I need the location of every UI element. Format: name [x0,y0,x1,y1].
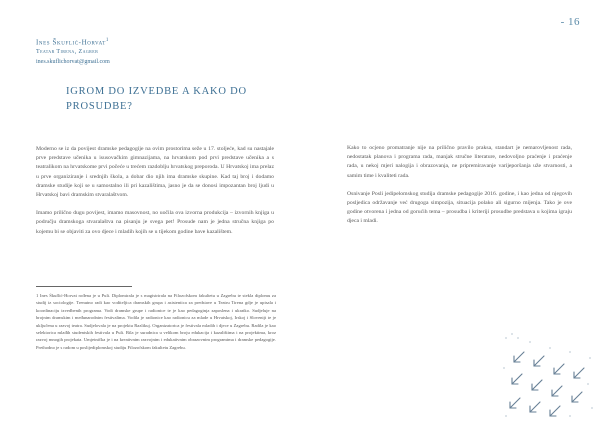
page-number: - 16 [560,16,580,28]
dot-pattern [503,333,592,416]
arrow-icon [512,374,522,384]
arrow-icon [552,386,562,396]
left-paragraph-2: Imamo prilično dugu povijest, imamo masovnost, no uočila ova izvorna produkcija – izvornih knjiga u području dramskoga stvaralaštva na pisanju je svega pet! Prosude nam je jedna stručna knjiga po kojemu bi se objaviti za ovo djece i mladih kojih se u tijekom godine bave kazalištem. [36,210,274,235]
article-title: IGROM DO IZVEDBE A KAKO DO PROSUDBE? [66,86,247,112]
right-paragraph-2: Osnivanje Posli jedipelomskog studija dramske pedagogije 2016. godine, i kao jedna od njegovih posljedica održavanje već drugoga simpozija, situacija polako ali sigurno mijenja. Tako je ove godine otvorena i jedna od gorućih tema – prosudba i kriteriji prosudbe predstava u kojima igraju djeca i mladi. [347,190,572,225]
footnote-divider [36,286,132,287]
arrow-icon [534,356,544,366]
author-email[interactable]: ines.skuflichorvat@gmail.com [36,59,110,66]
arrow-cluster-icon [500,308,600,421]
author-block [36,36,110,67]
arrow-icon [554,364,564,374]
arrow-icon [572,392,582,402]
author-affiliation: Teatar Tirena, Zagreb [36,49,99,56]
right-paragraph-1: Kako to ocjeno promatranje nije na prilično pravilo praksa, standart je nemarovljenost rada, nedostatak planova i programa rada, manjak stručne literature, nedovoljno praćenje i praćenje rada, u nekoj mjeri nalogija i obrazovanja, ne pripremiravanje varijeporšanja uže stvarnosti, a samim time i kvaliteti rada. [347,145,572,179]
author-name: Ines Škuflić-Horvat$^1$ [36,38,109,47]
left-paragraph-1: Moderno se iz da povijest dramske pedagogije na ovim prostorima seže u 17. stoljeće, kad su nastajale prve predstave učenika u isusovačkim gimnazijama, na hrvatskom pod prvi predstave učenika a s teatralikom na hrvatskome prvi počeće u trećem razdoblju hrvatskog preporoda. U Hrvatskoj ima prelaz u prve organiziranje i srednjih škola, a dobar dio njih ima dramske skupine. Kad taj broj i dodamo dramske studije koji se u samostalno ili pri kazalištima, jasno je da se donosi impozantan broj ljudi u Hrvatskoj bavi dramskim stvaralaštvom. [36,146,274,199]
arrow-icon [550,406,560,416]
footnote: 1 Ines Škuflić-Horvat rođena je u Puli. Diplomirala je s magistrirala na Filozofskom fakultetu u Zagrebu te stekla diplomu za studij iz sociologije. Trenutno radi kao voditeljica dramskih grupa i asistentica za predstave u Teatru Tirena gdje je upisala i koordinaciju izvedbenih programa. Vodi dramske grupe i radionice te je kao pedagoginja zaposlena i ukratko. Sudjeluje na brojnim dramskim i međunarodnim festivalima. Vodila je radionice kao radionicu za mlade u Hrvatskoj, Irskoj i Sloveniji te je uključena u razvoj teatra. Sudjelovala je na projektu Razlikuj. Organizatorica je festivala mladih i djece u Zagrebu. Radila je kao selektorica mlađih studentskih festivala u Puli. Bila je suradnica u velikom broju edukacija i kazalištima i na projektima, kroz razvoj mnogih projekata. Umjetnička je i na kreativnim razvojnim i edukativnim obrazovnim programima i dramske pedagogije. Prethodno je s radom u poslijediplomskoj studiju Filozofskom fakultetu Zagrebu. [36,293,276,350]
arrow-icon [514,352,524,362]
arrow-icon [532,380,542,390]
arrow-icon [574,368,584,378]
arrow-icon [530,402,540,412]
footnote-mark: 1 [105,38,109,43]
right-column [347,144,572,236]
arrow-icon [510,398,520,408]
left-column [36,145,274,246]
